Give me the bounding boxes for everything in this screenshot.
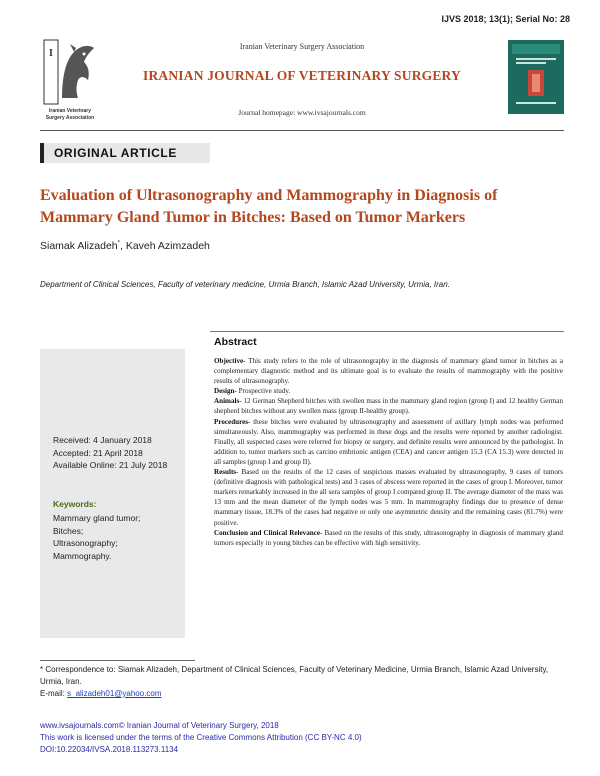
journal-cover-thumbnail (508, 40, 564, 114)
logo-letter-i: I (49, 48, 53, 59)
results-text: Based on the results of the 12 cases of suspicious masses evaluated by ultrasonography, 9 cases of tumors (definitive diagnosis with pathological tests) and 3 cases of abscess were reported in the cases of group I. Moreover, tumor markers remarkably increased in the all sera samples of group I compared group II. The average diameter of the mass was 13 mm and the mean diameter of the lymph nodes was 5 mm. In mammography findings due to presence of dense mammary tissue, 18.3% of the cases had negative or only one asymmetric density and the remaining cases (81.7%) were positive. (214, 468, 563, 527)
keyword-item: Mammary gland tumor; (53, 513, 141, 523)
keyword-item: Ultrasonography; (53, 538, 118, 548)
abstract-heading: Abstract (214, 336, 257, 348)
received-date: Received: 4 January 2018 (53, 435, 152, 445)
abstract-body (214, 356, 563, 548)
abstract-conclusion (214, 528, 563, 548)
animals-text: 12 German Shepherd bitches with swollen mass in the mammary gland region (group I) and 12 healthy German shepherd bitches without any swollen mass (group II-healthy group). (214, 397, 563, 416)
author-1: Siamak Alizadeh (40, 240, 118, 252)
footnote-divider (40, 660, 195, 661)
article-info-sidebar (40, 349, 185, 638)
article-title: Evaluation of Ultrasonography and Mammography in Diagnosis of Mammary Gland Tumor in Bitches: Based on Tumor Markers (40, 187, 498, 226)
available-date: Available Online: 21 July 2018 (53, 460, 168, 470)
journal-citation: IJVS 2018; 13(1); Serial No: 28 (441, 14, 570, 24)
results-label: Results- (214, 468, 239, 477)
design-text: Prospective study. (236, 387, 291, 396)
journal-homepage: Journal homepage: www.ivsajournals.com (238, 108, 366, 117)
abstract-objective (214, 356, 563, 386)
design-label: Design- (214, 387, 237, 396)
correspondence-text: * Correspondence to: Siamak Alizadeh, Department of Clinical Sciences, Faculty of Veterinary Medicine, Urmia Branch, Islamic Azad University, Urmia, Iran. (40, 665, 549, 686)
journal-header (40, 36, 564, 126)
article-type-label: ORIGINAL ARTICLE (54, 146, 177, 160)
animals-label: Animals- (214, 397, 242, 406)
correspondence-email-line (40, 688, 560, 700)
keywords-heading: Keywords: (53, 499, 97, 509)
article-dates (53, 434, 183, 472)
corresponding-mark: * (117, 240, 120, 247)
keyword-item: Mammography. (53, 550, 112, 561)
license-line: This work is licensed under the terms of the Creative Commons Attribution (CC BY-NC 4.0) (40, 733, 362, 742)
objective-label: Objective- (214, 357, 246, 365)
abstract-divider (210, 331, 564, 332)
keyword-item: Bitches; (53, 525, 84, 536)
abstract-procedures (214, 417, 563, 467)
logo-caption-line2: Surgery Association (45, 115, 95, 121)
objective-text: This study refers to the role of ultrasonography in the diagnosis of mammary gland tumor in bitches as a complementary diagnostic method and its ultimate goal is to evaluate the results of mammography with the positive results of ultrasonography. (214, 357, 563, 386)
article-type-tag (40, 143, 210, 163)
abstract-design (214, 386, 563, 396)
procedures-label: Procedures- (214, 417, 251, 426)
author-list (40, 240, 210, 252)
association-name: Iranian Veterinary Surgery Association (239, 42, 365, 51)
license-footer (40, 720, 560, 756)
correspondence-note (40, 664, 560, 700)
abstract-animals (214, 396, 563, 416)
author-2: , Kaveh Azimzadeh (119, 240, 210, 252)
keywords-list (53, 512, 183, 562)
doi-line[interactable]: DOI:10.22034/IVSA.2018.113273.1134 (40, 745, 179, 754)
procedures-text: these bitches were evaluated by ultrasonography and assessment of axillary lymph nodes was performed simultaneously. Also, mammography was performed in these dogs and the results were reported by another radiologist. Finally, all suspected cases were referred for biopsy or surgery, and definite results were announced by the pathologist. In addition to, tumor markers such as carcino embrionic antigen (CEA) and cancer antigen 15.3 (CA 15.3) were detected in all samples (group I and group II). (214, 417, 563, 466)
copyright-line[interactable]: www.ivsajournals.com© Iranian Journal of Veterinary Surgery, 2018 (40, 721, 279, 730)
accepted-date: Accepted: 21 April 2018 (53, 447, 143, 458)
conclusion-label: Conclusion and Clinical Relevance (214, 528, 321, 537)
affiliation: Department of Clinical Sciences, Faculty of veterinary medicine, Urmia Branch, Islamic Azad University, Urmia, Iran. (40, 280, 450, 289)
logo-caption-line1: Iranian Veterinary (49, 108, 91, 114)
email-link[interactable]: s_alizadeh01@yahoo.com (67, 689, 162, 698)
email-label: E-mail: (40, 689, 68, 698)
abstract-results (214, 467, 563, 528)
journal-title: IRANIAN JOURNAL OF VETERINARY SURGERY (143, 68, 461, 83)
header-divider (40, 130, 564, 131)
conclusion-text: - Based on the results of this study, ultrasonography in diagnosis of mammary gland tumors especially in young bitches can be effective with high sensitivity. (214, 528, 563, 547)
